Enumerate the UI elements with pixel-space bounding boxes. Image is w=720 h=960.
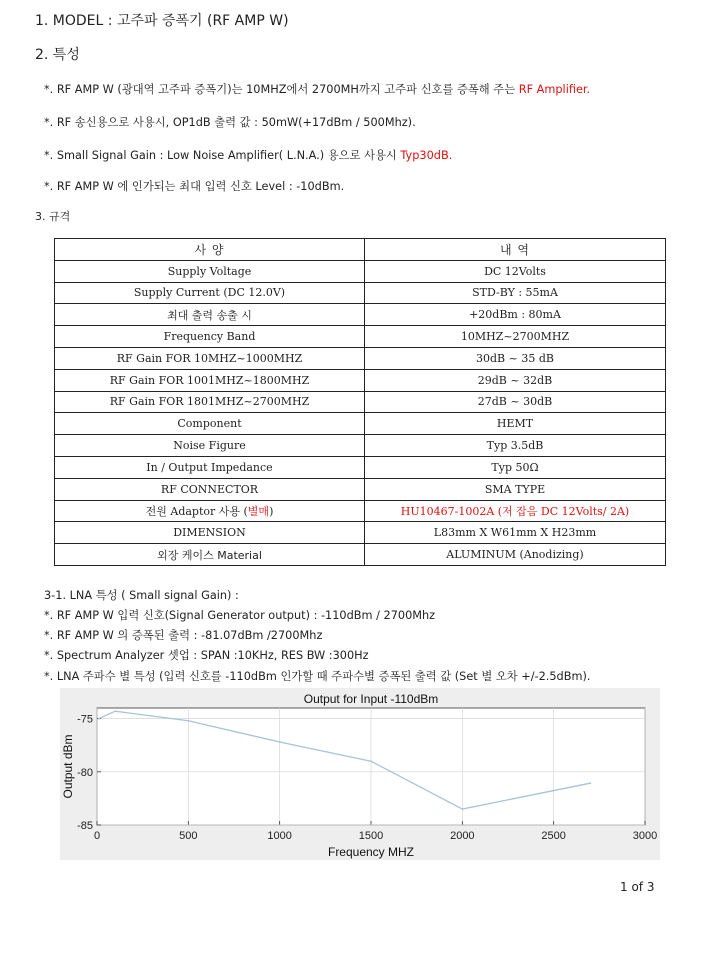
table-row bbox=[55, 478, 666, 500]
x-tick-label: 500 bbox=[179, 830, 198, 842]
x-tick-label: 1000 bbox=[267, 830, 292, 842]
spec-item: RF CONNECTOR bbox=[55, 478, 365, 500]
spec-item: Supply Voltage bbox=[55, 260, 365, 282]
feature-text: *. RF AMP W 에 인가되는 최대 입력 신호 Level : -10dBm. bbox=[44, 180, 345, 193]
spec-value: DC 12Volts bbox=[365, 260, 666, 282]
table-row bbox=[55, 456, 666, 478]
adaptor-label-end: ) bbox=[269, 504, 274, 518]
feature-line-1 bbox=[44, 81, 590, 97]
lna-line-1: *. RF AMP W 입력 신호(Signal Generator output) : -110dBm / 2700Mhz bbox=[44, 609, 436, 622]
feature-line-4 bbox=[44, 178, 344, 194]
chart-svg bbox=[60, 688, 660, 860]
data-point bbox=[461, 808, 463, 810]
data-point bbox=[279, 741, 281, 743]
x-tick-label: 0 bbox=[93, 830, 101, 842]
table-row bbox=[55, 369, 666, 391]
table-row bbox=[55, 544, 666, 566]
y-tick-label: -75 bbox=[77, 713, 93, 726]
x-tick-label: 3000 bbox=[632, 830, 658, 842]
table-row bbox=[55, 282, 666, 304]
lna-line-4: *. LNA 주파수 별 특성 (입력 신호를 -110dBm 인가할 때 주파수별 증폭된 출력 값 (Set 별 오차 +/-2.5dBm). bbox=[44, 670, 591, 683]
spec-item bbox=[55, 500, 365, 522]
table-row bbox=[55, 326, 666, 348]
chart-title: Output for Input -110dBm bbox=[303, 692, 439, 706]
spec-value: 30dB ~ 35 dB bbox=[365, 347, 666, 369]
heading-spec: 3. 규격 bbox=[35, 210, 71, 223]
spec-value: HEMT bbox=[365, 413, 666, 435]
output-chart bbox=[60, 688, 660, 860]
spec-value: Typ 50Ω bbox=[365, 456, 666, 478]
table-row bbox=[55, 413, 666, 435]
adaptor-sold-separately: 별매 bbox=[247, 504, 270, 518]
table-row bbox=[55, 347, 666, 369]
feature-highlight: Typ30dB. bbox=[400, 149, 453, 162]
data-point bbox=[98, 718, 100, 720]
spec-value: +20dBm : 80mA bbox=[365, 304, 666, 326]
spec-item: In / Output Impedance bbox=[55, 456, 365, 478]
spec-value: 27dB ~ 30dB bbox=[365, 391, 666, 413]
feature-highlight: RF Amplifier. bbox=[518, 83, 591, 96]
table-row bbox=[55, 260, 666, 282]
spec-value: 29dB ~ 32dB bbox=[365, 369, 666, 391]
table-row bbox=[55, 304, 666, 326]
x-axis-label: Frequency MHZ bbox=[327, 845, 415, 859]
y-tick-label: -85 bbox=[77, 820, 93, 832]
spec-value: Typ 3.5dB bbox=[365, 435, 666, 457]
feature-line-2 bbox=[44, 114, 416, 130]
spec-item: DIMENSION bbox=[55, 522, 365, 544]
spec-item: Supply Current (DC 12.0V) bbox=[55, 282, 365, 304]
x-tick-label: 2000 bbox=[450, 830, 475, 842]
lna-line-2: *. RF AMP W 의 증폭된 출력 : -81.07dBm /2700Mhz bbox=[44, 629, 323, 642]
spec-value: ALUMINUM (Anodizing) bbox=[365, 544, 666, 566]
spec-item: Component bbox=[55, 413, 365, 435]
spec-header-detail: 내 역 bbox=[365, 239, 666, 261]
data-point bbox=[589, 782, 591, 784]
data-point bbox=[114, 710, 116, 712]
heading-features: 2. 특성 bbox=[35, 47, 80, 63]
data-point bbox=[187, 720, 189, 722]
spec-item: RF Gain FOR 1001MHZ~1800MHZ bbox=[55, 369, 365, 391]
data-point bbox=[370, 760, 372, 762]
spec-value: SMA TYPE bbox=[365, 478, 666, 500]
spec-item: Frequency Band bbox=[55, 326, 365, 348]
lna-title: 3-1. LNA 특성 ( Small signal Gain) : bbox=[44, 589, 239, 602]
table-row bbox=[55, 435, 666, 457]
x-tick-label: 1500 bbox=[358, 830, 384, 842]
spec-item: Noise Figure bbox=[55, 435, 365, 457]
spec-table-header bbox=[55, 239, 666, 261]
spec-table bbox=[54, 238, 666, 566]
y-tick-label: -80 bbox=[77, 766, 93, 779]
spec-value: L83mm X W61mm X H23mm bbox=[365, 522, 666, 544]
feature-text: *. Small Signal Gain : Low Noise Amplifier( L.N.A.) 용으로 사용시 bbox=[44, 149, 401, 162]
spec-item: RF Gain FOR 1801MHZ~2700MHZ bbox=[55, 391, 365, 413]
spec-item: RF Gain FOR 10MHZ~1000MHZ bbox=[55, 347, 365, 369]
x-tick-label: 2500 bbox=[541, 830, 566, 842]
spec-value: HU10467-1002A (저 잡음 DC 12Volts/ 2A) bbox=[365, 500, 666, 522]
table-row bbox=[55, 522, 666, 544]
feature-text: *. RF AMP W (광대역 고주파 증폭기)는 10MHZ에서 2700MH까지 고주파 신호를 증폭해 주는 bbox=[44, 83, 519, 96]
spec-item: 최대 출력 송출 시 bbox=[55, 304, 365, 326]
feature-text: *. RF 송신용으로 사용시, OP1dB 출력 값 : 50mW(+17dBm / 500Mhz). bbox=[44, 116, 416, 129]
page-number: 1 of 3 bbox=[620, 880, 655, 894]
table-row-adaptor bbox=[55, 500, 666, 522]
feature-line-3 bbox=[44, 147, 452, 163]
lna-line-3: *. Spectrum Analyzer 셋업 : SPAN :10KHz, RES BW :300Hz bbox=[44, 649, 369, 662]
spec-header-item: 사 양 bbox=[55, 239, 365, 261]
table-row bbox=[55, 391, 666, 413]
adaptor-label: 전원 Adaptor 사용 ( bbox=[145, 504, 248, 518]
heading-model: 1. MODEL : 고주파 증폭기 (RF AMP W) bbox=[35, 13, 289, 29]
y-axis-label: Output dBm bbox=[61, 734, 75, 799]
spec-value: STD-BY : 55mA bbox=[365, 282, 666, 304]
spec-item: 외장 케이스 Material bbox=[55, 544, 365, 566]
spec-value: 10MHZ~2700MHZ bbox=[365, 326, 666, 348]
